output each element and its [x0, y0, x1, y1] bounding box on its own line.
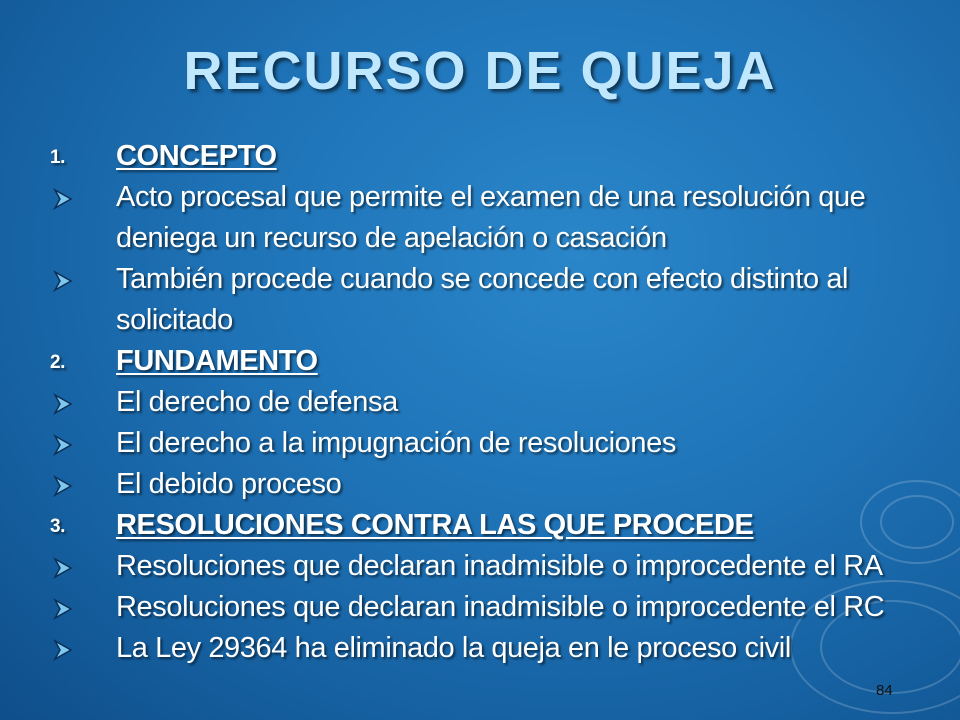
bullet-text: deniega un recurso de apelación o casación: [116, 222, 667, 254]
bullet-text: solicitado: [116, 304, 233, 336]
slide-title: RECURSO DE QUEJA: [183, 41, 777, 101]
bullet-text: La Ley 29364 ha eliminado la queja en le proceso civil: [116, 632, 791, 664]
bullet-item: [50, 464, 930, 505]
arrow-bullet-icon: [52, 434, 74, 456]
arrow-bullet-icon: [52, 393, 74, 415]
arrow-bullet-icon: [52, 557, 74, 579]
bullet-continuation: [50, 218, 930, 259]
list-number: 3.: [50, 516, 66, 537]
bullet-text: El derecho de defensa: [116, 386, 398, 418]
arrow-bullet-icon: [52, 639, 74, 661]
arrow-bullet-icon: [52, 475, 74, 497]
list-number: 1.: [50, 147, 66, 168]
heading-text: FUNDAMENTO: [116, 345, 318, 377]
section-heading-concepto: [50, 136, 930, 177]
arrow-bullet-icon: [52, 270, 74, 292]
bullet-item: [50, 423, 930, 464]
page-number: 84: [876, 682, 893, 699]
slide-content: [50, 136, 930, 669]
bullet-text: Acto procesal que permite el examen de una resolución que: [116, 181, 866, 213]
bullet-item: [50, 546, 930, 587]
section-heading-resoluciones: [50, 505, 930, 546]
arrow-bullet-icon: [52, 598, 74, 620]
bullet-text: El derecho a la impugnación de resoluciones: [116, 427, 676, 459]
section-heading-fundamento: [50, 341, 930, 382]
bullet-continuation: [50, 300, 930, 341]
list-number: 2.: [50, 352, 66, 373]
bullet-text: Resoluciones que declaran inadmisible o improcedente el RA: [116, 550, 883, 582]
heading-text: RESOLUCIONES CONTRA LAS QUE PROCEDE: [116, 509, 754, 541]
bullet-item: [50, 587, 930, 628]
bullet-item: [50, 177, 930, 218]
bullet-item: [50, 382, 930, 423]
bullet-item: [50, 259, 930, 300]
bullet-text: Resoluciones que declaran inadmisible o improcedente el RC: [116, 591, 885, 623]
arrow-bullet-icon: [52, 188, 74, 210]
bullet-item: [50, 628, 930, 669]
bullet-text: También procede cuando se concede con efecto distinto al: [116, 263, 849, 295]
heading-text: CONCEPTO: [116, 140, 277, 172]
bullet-text: El debido proceso: [116, 468, 342, 500]
